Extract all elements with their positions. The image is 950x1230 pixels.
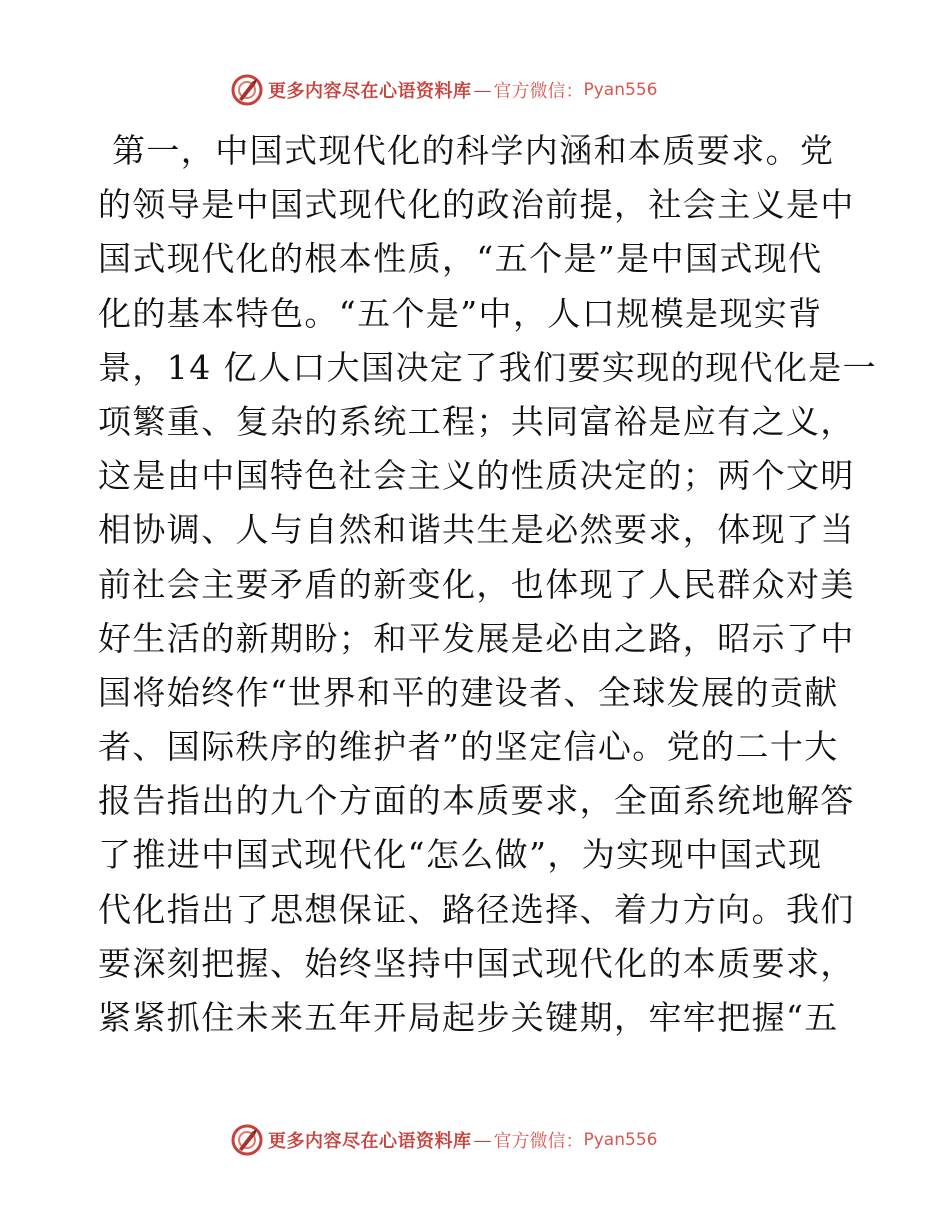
watermark-dash: — (473, 1129, 492, 1151)
paragraph-line: 好生活的新期盼；和平发展是必由之路，昭示了中 (98, 618, 855, 658)
watermark-text: 更多内容尽在心语资料库 (268, 1131, 472, 1152)
watermark-contact-label: 官方微信： (493, 1131, 584, 1152)
watermark-contact-id: Pyan556 (583, 1130, 658, 1150)
paragraph-line: 这是由中国特色社会主义的性质决定的；两个文明 (98, 456, 855, 496)
logo-icon (230, 73, 264, 107)
body-paragraph (98, 124, 878, 1045)
watermark-dash: — (473, 79, 492, 101)
watermark-contact-id: Pyan556 (583, 80, 658, 100)
paragraph-line: 者、国际秩序的维护者”的坚定信心。党的二十大 (98, 727, 839, 767)
paragraph-line: 化的基本特色。“五个是”中，人口规模是现实背 (98, 293, 823, 333)
watermark-text: 更多内容尽在心语资料库 (268, 81, 472, 102)
footer-watermark (230, 1120, 750, 1160)
paragraph-line: 第一，中国式现代化的科学内涵和本质要求。党 (112, 131, 835, 170)
header-watermark (230, 70, 750, 110)
paragraph-line: 要深刻把握、始终坚持中国式现代化的本质要求， (98, 943, 855, 983)
paragraph-line: 了推进中国式现代化“怎么做”，为实现中国式现 (98, 835, 823, 875)
paragraph-line: 报告指出的九个方面的本质要求，全面系统地解答 (98, 781, 855, 821)
paragraph-line: 景，14 亿人口大国决定了我们要实现的现代化是一 (98, 347, 878, 387)
paragraph-line: 的领导是中国式现代化的政治前提，社会主义是中 (98, 185, 855, 225)
logo-icon (230, 1123, 264, 1157)
paragraph-line: 紧紧抓住未来五年开局起步关键期，牢牢把握“五 (98, 998, 839, 1037)
paragraph-line: 国式现代化的根本性质，“五个是”是中国式现代 (98, 239, 823, 279)
watermark-contact-label: 官方微信： (493, 81, 584, 102)
paragraph-line: 代化指出了思想保证、路径选择、着力方向。我们 (98, 889, 855, 929)
paragraph-line: 国将始终作“世界和平的建设者、全球发展的贡献 (98, 672, 839, 712)
paragraph-line: 前社会主要矛盾的新变化，也体现了人民群众对美 (98, 564, 855, 604)
paragraph-line: 项繁重、复杂的系统工程；共同富裕是应有之义， (98, 401, 855, 441)
paragraph-line: 相协调、人与自然和谐共生是必然要求，体现了当 (98, 510, 855, 550)
